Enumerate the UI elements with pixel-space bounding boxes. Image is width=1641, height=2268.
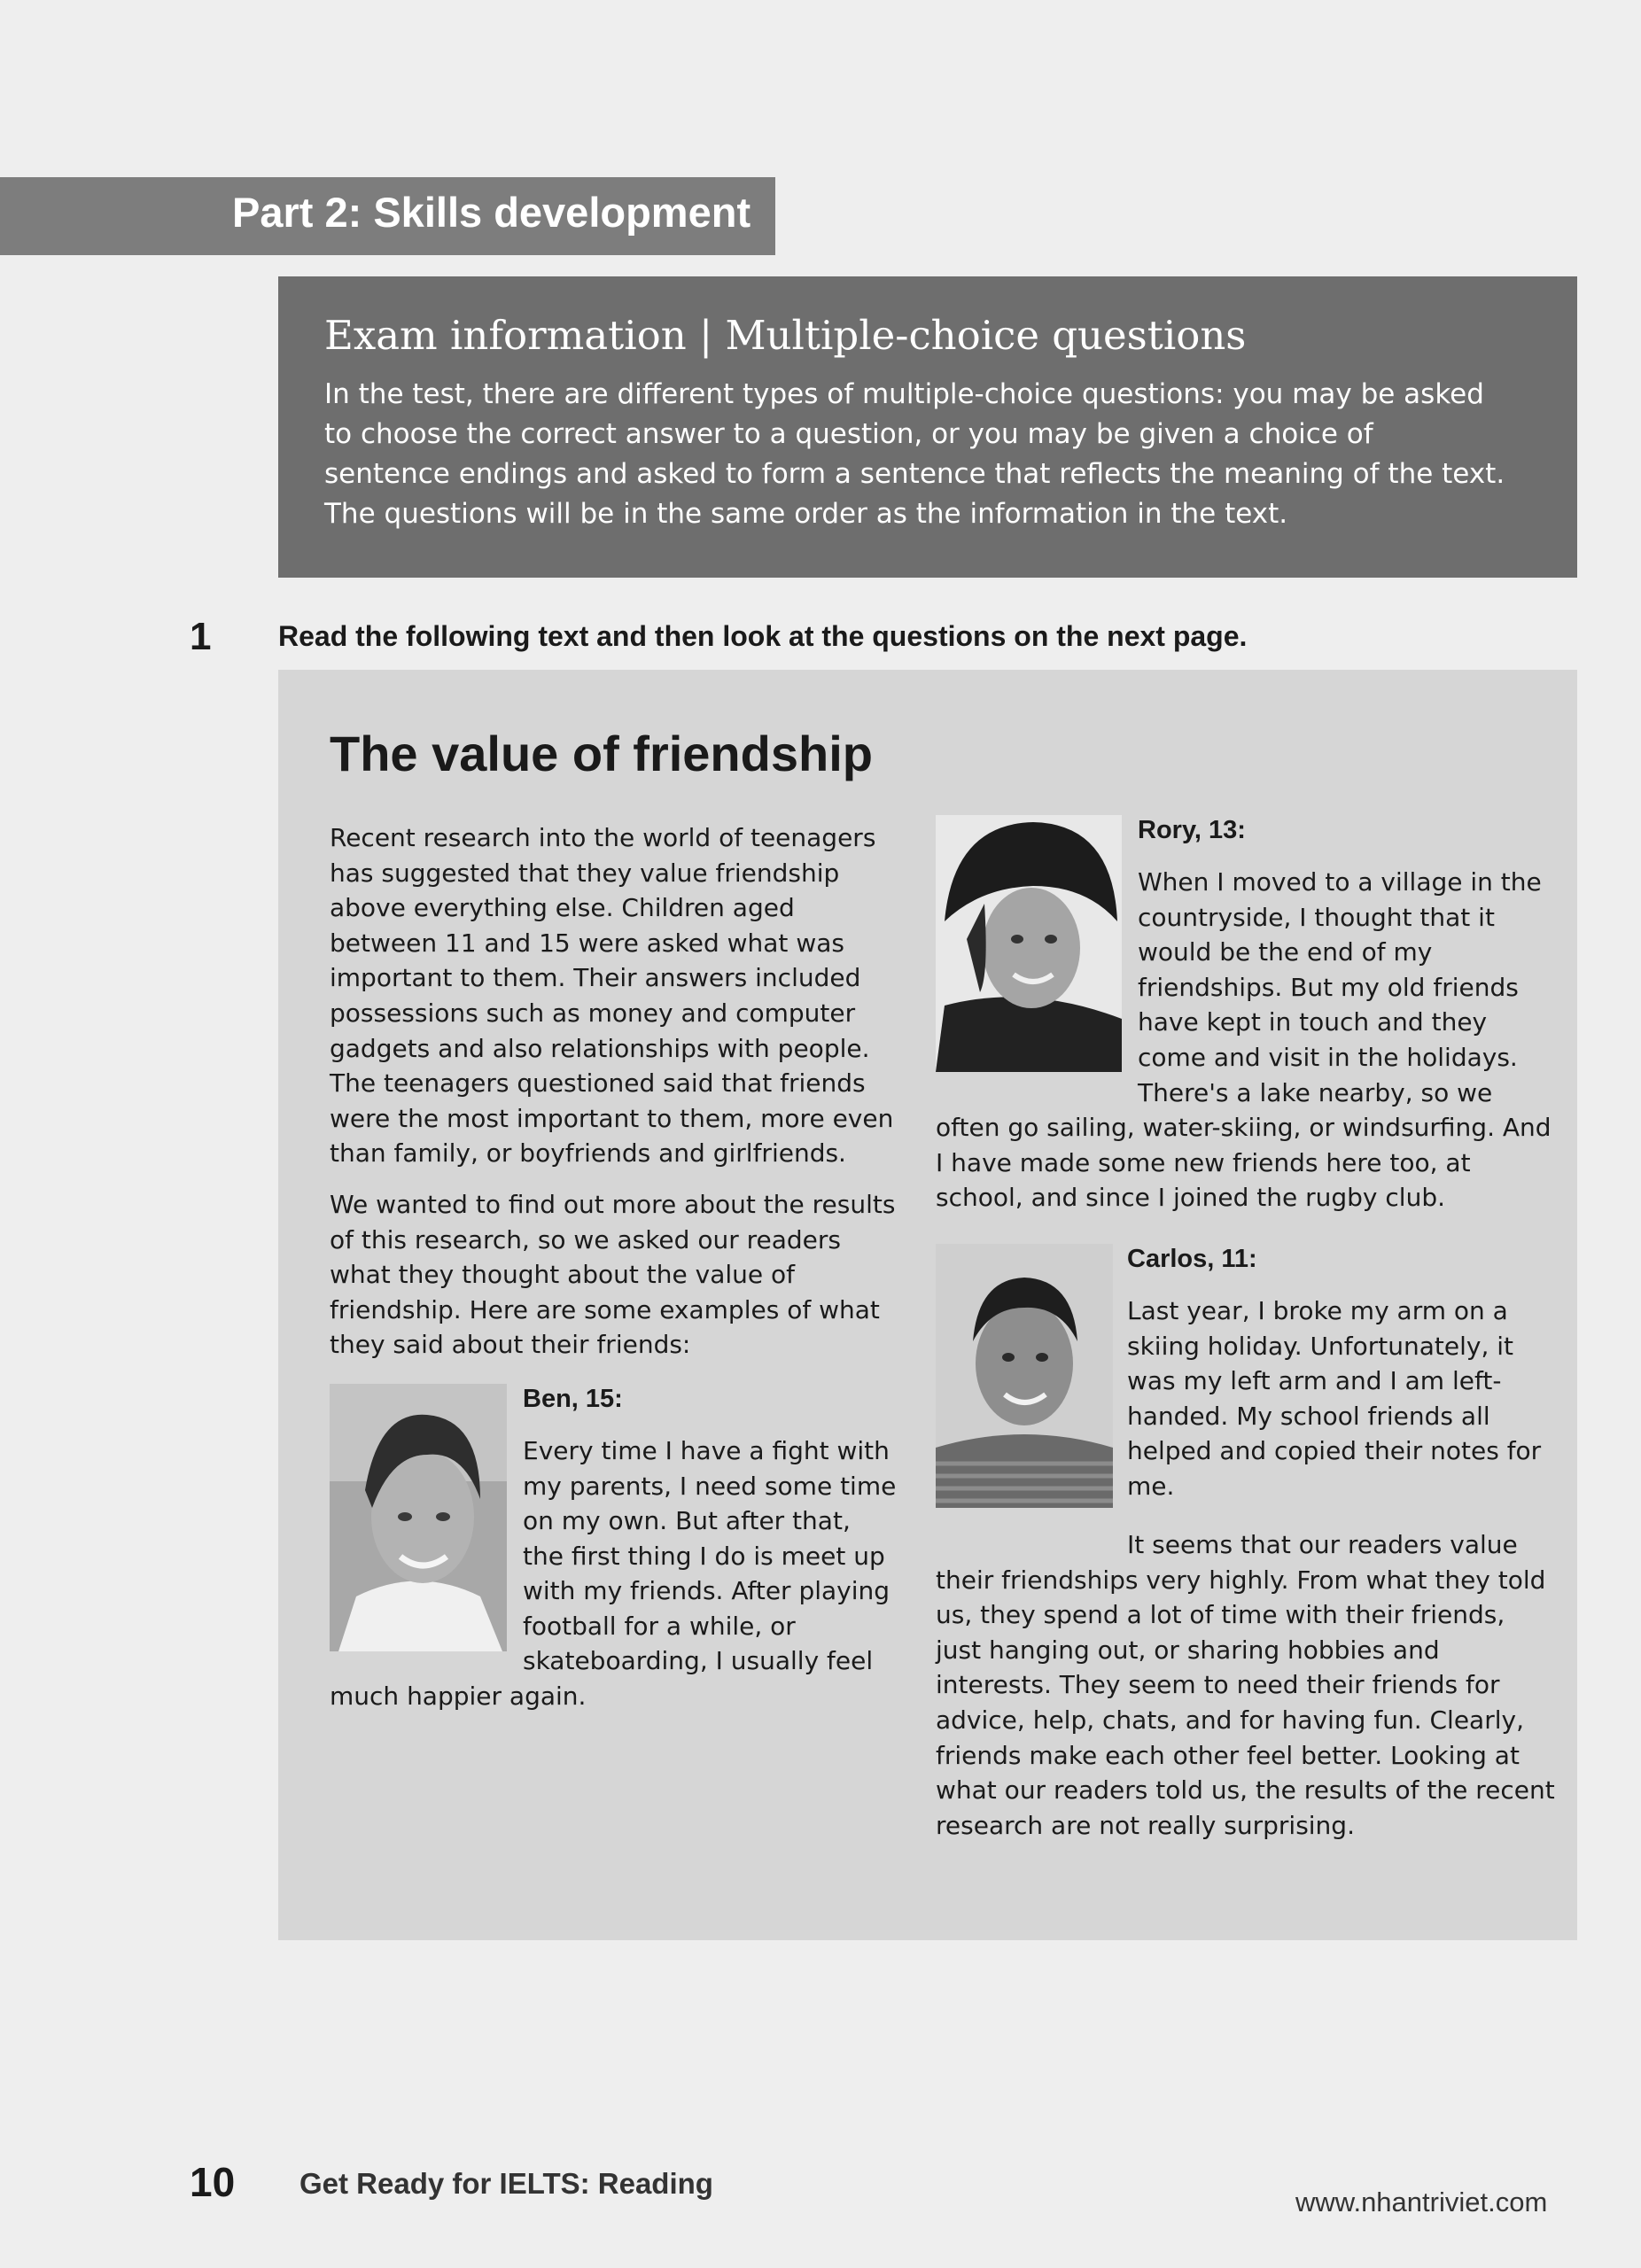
article-conclusion-paragraph [936,1527,1556,1843]
article-panel [278,670,1577,1940]
exam-information-text: In the test, there are different types of multiple-choice questions: you may be asked to choose the correct answer to a question, or you may be given a choice of sentence endings and asked to form a sentence that reflects the meaning of the text. The questions will be in the same order as the information in the text. [324,378,1505,530]
publisher-url: www.nhantriviet.com [1295,2186,1548,2218]
question-number: 1 [190,615,212,658]
ben-quote: Every time I have a fight with my parents, I need some time on my own. But after that, the first thing I do is meet up with my friends. After playing football for a while, or skateboarding, I usually feel much happier again. [330,1435,897,1712]
rory-name: Rory, 13: [1138,816,1246,844]
article-title: The value of friendship [330,726,873,781]
article-intro-paragraph: Recent research into the world of teenagers has suggested that they value friendship above everything else. Children aged between 11 and 15 were asked what was important to them. Their answers included possessions such as money and computer gadgets and also relationships with people. The teenagers questioned said that friends were the most important to them, more even than family, or boyfriends and girlfriends. [330,823,894,1169]
article-left-column [330,820,897,1714]
reader-entry-ben [330,1384,897,1714]
carlos-quote: Last year, I broke my arm on a skiing holiday. Unfortunately, it was my left arm and I am left-handed. My school friends all helped and copied their notes for me. [1127,1295,1542,1501]
carlos-photo [936,1244,1113,1508]
rory-quote: When I moved to a village in the countryside, I thought that it would be the end of my friendships. But my old friends have kept in touch and they come and visit in the holidays. There's a lake nearby, so we often go sailing, water-skiing, or windsurfing. And I have made some new friends here too, at school, and since I joined the rugby club. [936,867,1552,1213]
carlos-name: Carlos, 11: [1127,1244,1257,1273]
ben-photo [330,1384,507,1651]
exam-information-box [278,276,1577,578]
part-title: Part 2: Skills development [232,189,751,236]
book-title: Get Ready for IELTS: Reading [299,2167,713,2200]
reader-entry-rory [936,815,1556,1216]
rory-photo [936,815,1122,1072]
article-readers-paragraph: We wanted to find out more about the results of this research, so we asked our readers what they thought about the value of friendship. Here are some examples of what they said about their friends: [330,1189,896,1360]
article-conclusion-text: It seems that our readers value their friendships very highly. From what they told us, they spend a lot of time with their friends, just hanging out, or sharing hobbies and interests. They seem to need their friends for advice, help, chats, and for having fun. Clearly, friends make each other feel better. Looking at what our readers told us, the results of the recent research are not really surprising. [936,1529,1555,1840]
article-right-column [936,815,1556,1843]
exam-information-heading: Exam information | Multiple-choice questions [324,312,1247,359]
ben-name: Ben, 15: [523,1384,623,1413]
reader-entry-carlos [936,1244,1556,1515]
page-number: 10 [190,2159,236,2205]
question-instruction: Read the following text and then look at the questions on the next page. [278,620,1248,652]
